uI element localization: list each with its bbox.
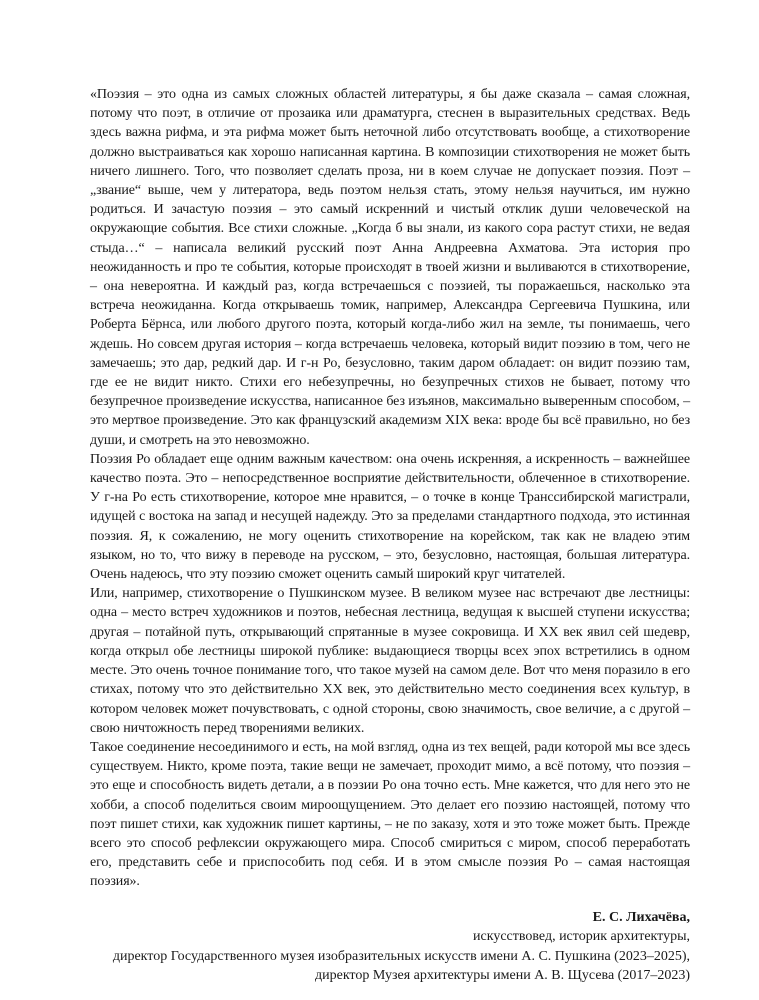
paragraph-2: Поэзия Ро обладает еще одним важным качеством: она очень искренняя, а искренность – важнейшее качество поэта. Это – непосредственное восприятие действительности, облеченное в стихотворение. У г-на Ро есть стихотворение, которое мне нравится, – о точке в конце Транссибирской магистрали, идущей с востока на запад и несущей надежду. Это за пределами стандартного подхода, это истинная поэзия. Я, к сожалению, не могу оценить стихотворение на корейском, так как не владею этим языком, но то, что вижу в переводе на русском, – это, безусловно, настоящая, большая литература. Очень надеюсь, что эту поэзию сможет оценить самый широкий круг читателей. <box>90 451 690 583</box>
author-title-1: искусствовед, историк архитектуры, <box>473 929 690 945</box>
author-title-2: директор Государственного музея изобразительных искусств имени А. С. Пушкина (2023–2025), <box>112 948 690 964</box>
signature-block <box>90 908 690 986</box>
author-title-3: директор Музея архитектуры имени А. В. Щусева (2017–2023) <box>314 968 690 984</box>
paragraph-4: Такое соединение несоединимого и есть, на мой взгляд, одна из тех вещей, ради которой мы все здесь существуем. Никто, кроме поэта, такие вещи не замечает, проходит мимо, а всё потому, что поэзия – это еще и способность видеть детали, а в поэзии Ро она точно есть. Мне кажется, что для него это не хобби, а способ поделиться своим мироощущением. Это делает его поэзию настоящей, потому что поэт пишет стихи, как художник пишет картины, – не по заказу, хотя и это тоже может быть. Прежде всего это способ рефлексии окружающего мира. Способ смириться с миром, способ переработать его, представить себе и приспособить под себя. И в этом смысле поэзия Ро – самая настоящая поэзия». <box>90 739 690 890</box>
document-page <box>90 85 690 986</box>
paragraph-3: Или, например, стихотворение о Пушкинском музее. В великом музее нас встречают две лестницы: одна – место встреч художников и поэтов, небесная лестница, ведущая к высшей ступени искусства; другая – потайной путь, открывающий спрятанные в музее сокровища. И XX век явил сей шедевр, когда открыл обе лестницы широкой публике: выдающиеся творцы всех эпох встретились в одном месте. Это очень точное понимание того, что такое музей на самом деле. Вот что меня поразило в его стихах, потому что это действительно XX век, это действительно место соединения всех культур, в котором человек может почувствовать, с одной стороны, свою значимость, свое величие, а с другой – свою ничтожность перед творениями великих. <box>90 586 690 736</box>
quote-body <box>90 85 690 892</box>
author-name: Е. С. Лихачёва, <box>592 909 690 925</box>
paragraph-1: «Поэзия – это одна из самых сложных областей литературы, я бы даже сказала – самая сложная, потому что поэт, в отличие от прозаика или драматурга, стеснен в выразительных средствах. Ведь здесь важна рифма, и эта рифма может быть неточной либо отсутствовать вообще, а стихотворение должно выстраиваться как хорошо написанная картина. В композиции стихотворения не может быть ничего лишнего. Того, что позволяет сделать проза, ни в коем случае не допускает поэзия. Поэт – „звание“ выше, чем у литератора, ведь поэтом нельзя стать, этому нельзя научиться, им нужно родиться. И зачастую поэзия – это самый искренний и чистый отклик души человеческой на окружающие события. Все стихи сложные. „Когда б вы знали, из какого сора растут стихи, не ведая стыда…“ – написала великий русский поэт Анна Андреевна Ахматова. Эта история про неожиданность и про те события, которые происходят в твоей жизни и выливаются в стихотворение, – она невероятна. И каждый раз, когда встречаешься с поэзией, ты поражаешься, насколько эта встреча неожиданна. Когда открываешь томик, например, Александра Сергеевича Пушкина, или Роберта Бёрнса, или любого другого поэта, который когда-либо жил на земле, ты понимаешь, чего ждешь. Но совсем другая история – когда встречаешь человека, который видит поэзию в том, чего не замечаешь; это дар, редкий дар. И г-н Ро, безусловно, таким даром обладает: он видит поэзию там, где ее не видит никто. Стихи его небезупречны, но безупречных стихов не бывает, потому что безупречное произведение искусства, написанное без изъянов, максимально выверенным способом, – это мертвое произведение. Это как французский академизм XIX века: вроде бы всё правильно, но без души, и смотреть на это невозможно. <box>90 87 690 448</box>
